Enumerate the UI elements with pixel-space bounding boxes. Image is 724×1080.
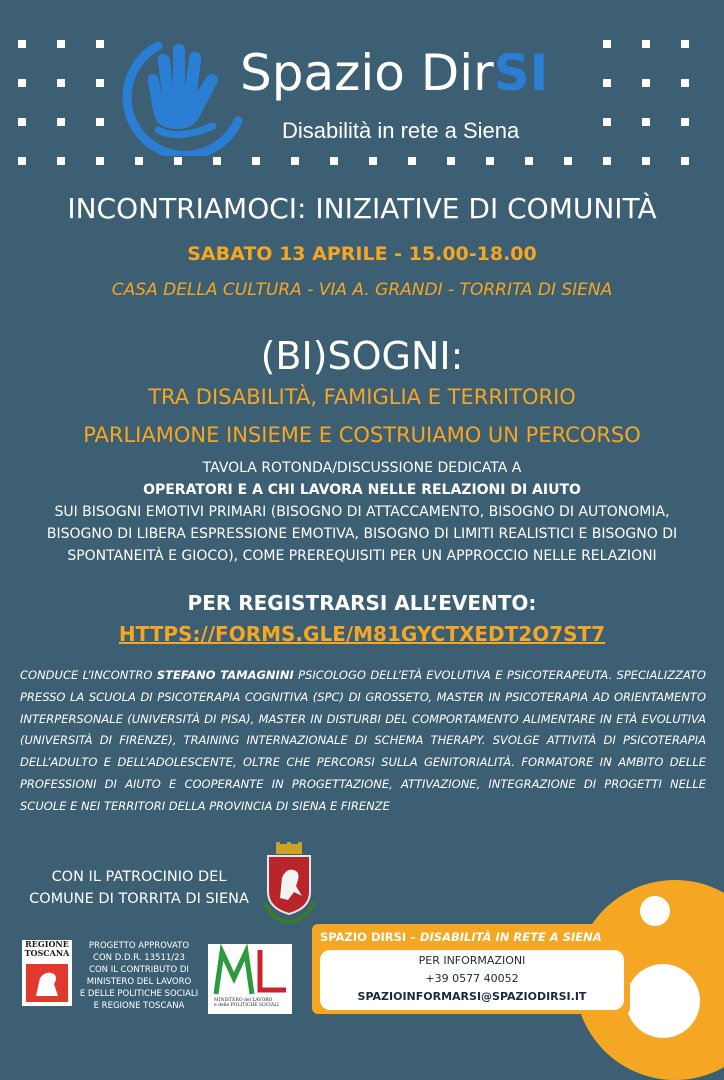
ministry-label [214,998,294,1008]
patronage-line-1: CON IL PATROCINIO DEL [51,869,227,885]
regione-label-line-2: TOSCANA [24,948,70,958]
desc-line-1: TAVOLA ROTONDA/DISCUSSIONE DEDICATA A [202,460,522,476]
speaker-bio [20,665,706,818]
desc-line-5: SPONTANEITÀ E GIOCO), COME PREREQUISITI PER UN APPROCCIO NELLE RELAZIONI [67,548,657,564]
event-title: (BI)SOGNI: [260,334,464,378]
logo-title [240,44,548,102]
project-line-5: E DELLE POLITICHE SOCIALI [79,989,199,999]
info-title-b: DISABILITÀ IN RETE A SIENA [419,930,602,944]
info-title-a: SPAZIO DIRSI [320,930,407,944]
project-line-1: PROGETTO APPROVATO [88,941,190,951]
regione-label-line-1: REGIONE [25,939,69,949]
regione-toscana-label [20,940,74,958]
logo-subtitle: Disabilità in rete a Siena [282,118,520,143]
event-subtitle-1: TRA DISABILITÀ, FAMIGLIA E TERRITORIO [148,385,576,409]
info-label: PER INFORMAZIONI [418,954,526,967]
decorative-dot [640,896,670,926]
info-title [320,930,602,944]
registration-label: PER REGISTRARSI ALL’EVENTO: [187,591,537,615]
project-line-3: CON IL CONTRIBUTO DI [89,965,189,975]
logo-title-accent: SI [493,44,549,102]
bio-text: PSICOLOGO DELL’ETÀ EVOLUTIVA E PSICOTERAPEUTA. SPECIALIZZATO PRESSO LA SCUOLA DI PSICOTERAPIA COGNITIVA (SPC) DI GROSSETO, MASTER IN PSICOTERAPIA AD ORIENTAMENTO INTERPERSONALE (UNIVERSITÀ DI PISA), MASTER IN DISTURBI DEL COMPORTAMENTO ALIMENTARE IN ETÀ EVOLUTIVA (UNIVERSITÀ DI FIRENZE), TRAINING INTERNAZIONALE DI SCHEMA THERAPY. SVOLGE ATTIVITÀ DI PSICOTERAPIA DELL’ADULTO E DELL’ADOLESCENTE, OLTRE CHE PERCORSI SULLA GENITORIALITÀ. FORMATORE IN AMBITO DELLE PROFESSIONI DI AIUTO E COOPERANTE IN PROGETTAZIONE, ATTIVAZIONE, INTEGRAZIONE DI PROGETTI NELLE SCUOLE E NEI TERRITORI DELLA PROVINCIA DI SIENA E FIRENZE [20,668,706,813]
registration-link[interactable]: HTTPS://FORMS.GLE/M81GYCTXEDT2O7ST7 [118,622,606,646]
event-headline: INCONTRIAMOCI: INIZIATIVE DI COMUNITÀ [67,192,657,225]
event-subtitle-2: PARLIAMONE INSIEME E COSTRUIAMO UN PERCORSO [83,423,641,447]
project-funding-text [78,940,200,1012]
decorative-dot-large [626,964,700,1038]
bio-intro: CONDUCE L’INCONTRO [20,668,157,682]
hand-icon [118,26,248,156]
desc-line-2: OPERATORI E A CHI LAVORA NELLE RELAZIONI DI AIUTO [143,482,581,498]
info-title-sep: – [406,930,420,944]
patronage-text [24,866,254,910]
desc-line-4: BISOGNO DI LIBERA ESPRESSIONE EMOTIVA, BISOGNO DI LIMITI REALISTICI E BISOGNO DI [46,526,678,542]
info-email[interactable]: SPAZIOINFORMARSI@SPAZIODIRSI.IT [357,990,587,1003]
project-line-6: E REGIONE TOSCANA [93,1001,185,1011]
patronage-line-2: COMUNE DI TORRITA DI SIENA [29,891,249,907]
desc-line-3: SUI BISOGNI EMOTIVI PRIMARI (BISOGNO DI ATTACCAMENTO, BISOGNO DI AUTONOMIA, [54,504,670,520]
ministry-label-line-1: MINISTERO del LAVORO [214,998,273,1003]
municipal-crest-icon [258,842,320,924]
ministry-label-line-2: e delle POLITICHE SOCIALI [214,1003,279,1008]
project-line-2: CON D.D.R. 13511/23 [93,953,185,963]
info-phone[interactable]: +39 0577 40052 [425,972,519,985]
event-description [12,457,712,567]
event-place: CASA DELLA CULTURA - VIA A. GRANDI - TORRITA DI SIENA [111,280,613,300]
event-date: SABATO 13 APRILE - 15.00-18.00 [187,243,537,265]
project-line-4: MINISTERO DEL LAVORO [86,977,192,987]
logo-title-main: Spazio Dir [240,44,494,102]
speaker-name: STEFANO TAMAGNINI [156,668,294,682]
